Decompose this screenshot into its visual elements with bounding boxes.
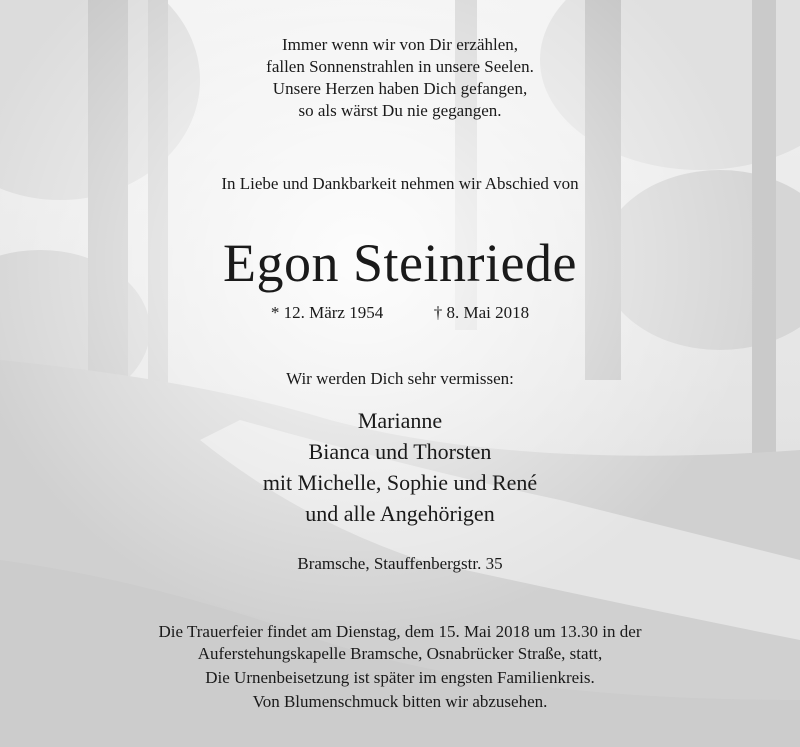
- death-date: † 8. Mai 2018: [433, 303, 530, 322]
- family-member: mit Michelle, Sophie und René: [262, 470, 538, 495]
- family-member: Bianca und Thorsten: [308, 439, 492, 464]
- ceremony-line: Die Trauerfeier findet am Dienstag, dem 15. Mai 2018 um 13.30 in der: [158, 622, 642, 641]
- poem-line: Immer wenn wir von Dir erzählen,: [281, 35, 519, 54]
- poem-line: fallen Sonnenstrahlen in unsere Seelen.: [266, 57, 534, 76]
- address: Bramsche, Stauffenbergstr. 35: [297, 554, 503, 573]
- family-member: Marianne: [357, 408, 443, 433]
- farewell-line: In Liebe und Dankbarkeit nehmen wir Abschied von: [221, 174, 579, 193]
- poem-line: so als wärst Du nie gegangen.: [298, 101, 502, 120]
- family-member: und alle Angehörigen: [305, 501, 495, 526]
- life-dates: [0, 303, 800, 323]
- miss-line: Wir werden Dich sehr vermissen:: [286, 369, 514, 388]
- ceremony-line: Von Blumenschmuck bitten wir abzusehen.: [252, 692, 548, 711]
- ceremony-line: Die Urnenbeisetzung ist später im engsten Familienkreis.: [205, 668, 595, 687]
- deceased-name: Egon Steinriede: [223, 233, 577, 293]
- ceremony-line: Auferstehungskapelle Bramsche, Osnabrücker Straße, statt,: [197, 644, 603, 663]
- birth-date: * 12. März 1954: [270, 303, 384, 322]
- poem-line: Unsere Herzen haben Dich gefangen,: [272, 79, 528, 98]
